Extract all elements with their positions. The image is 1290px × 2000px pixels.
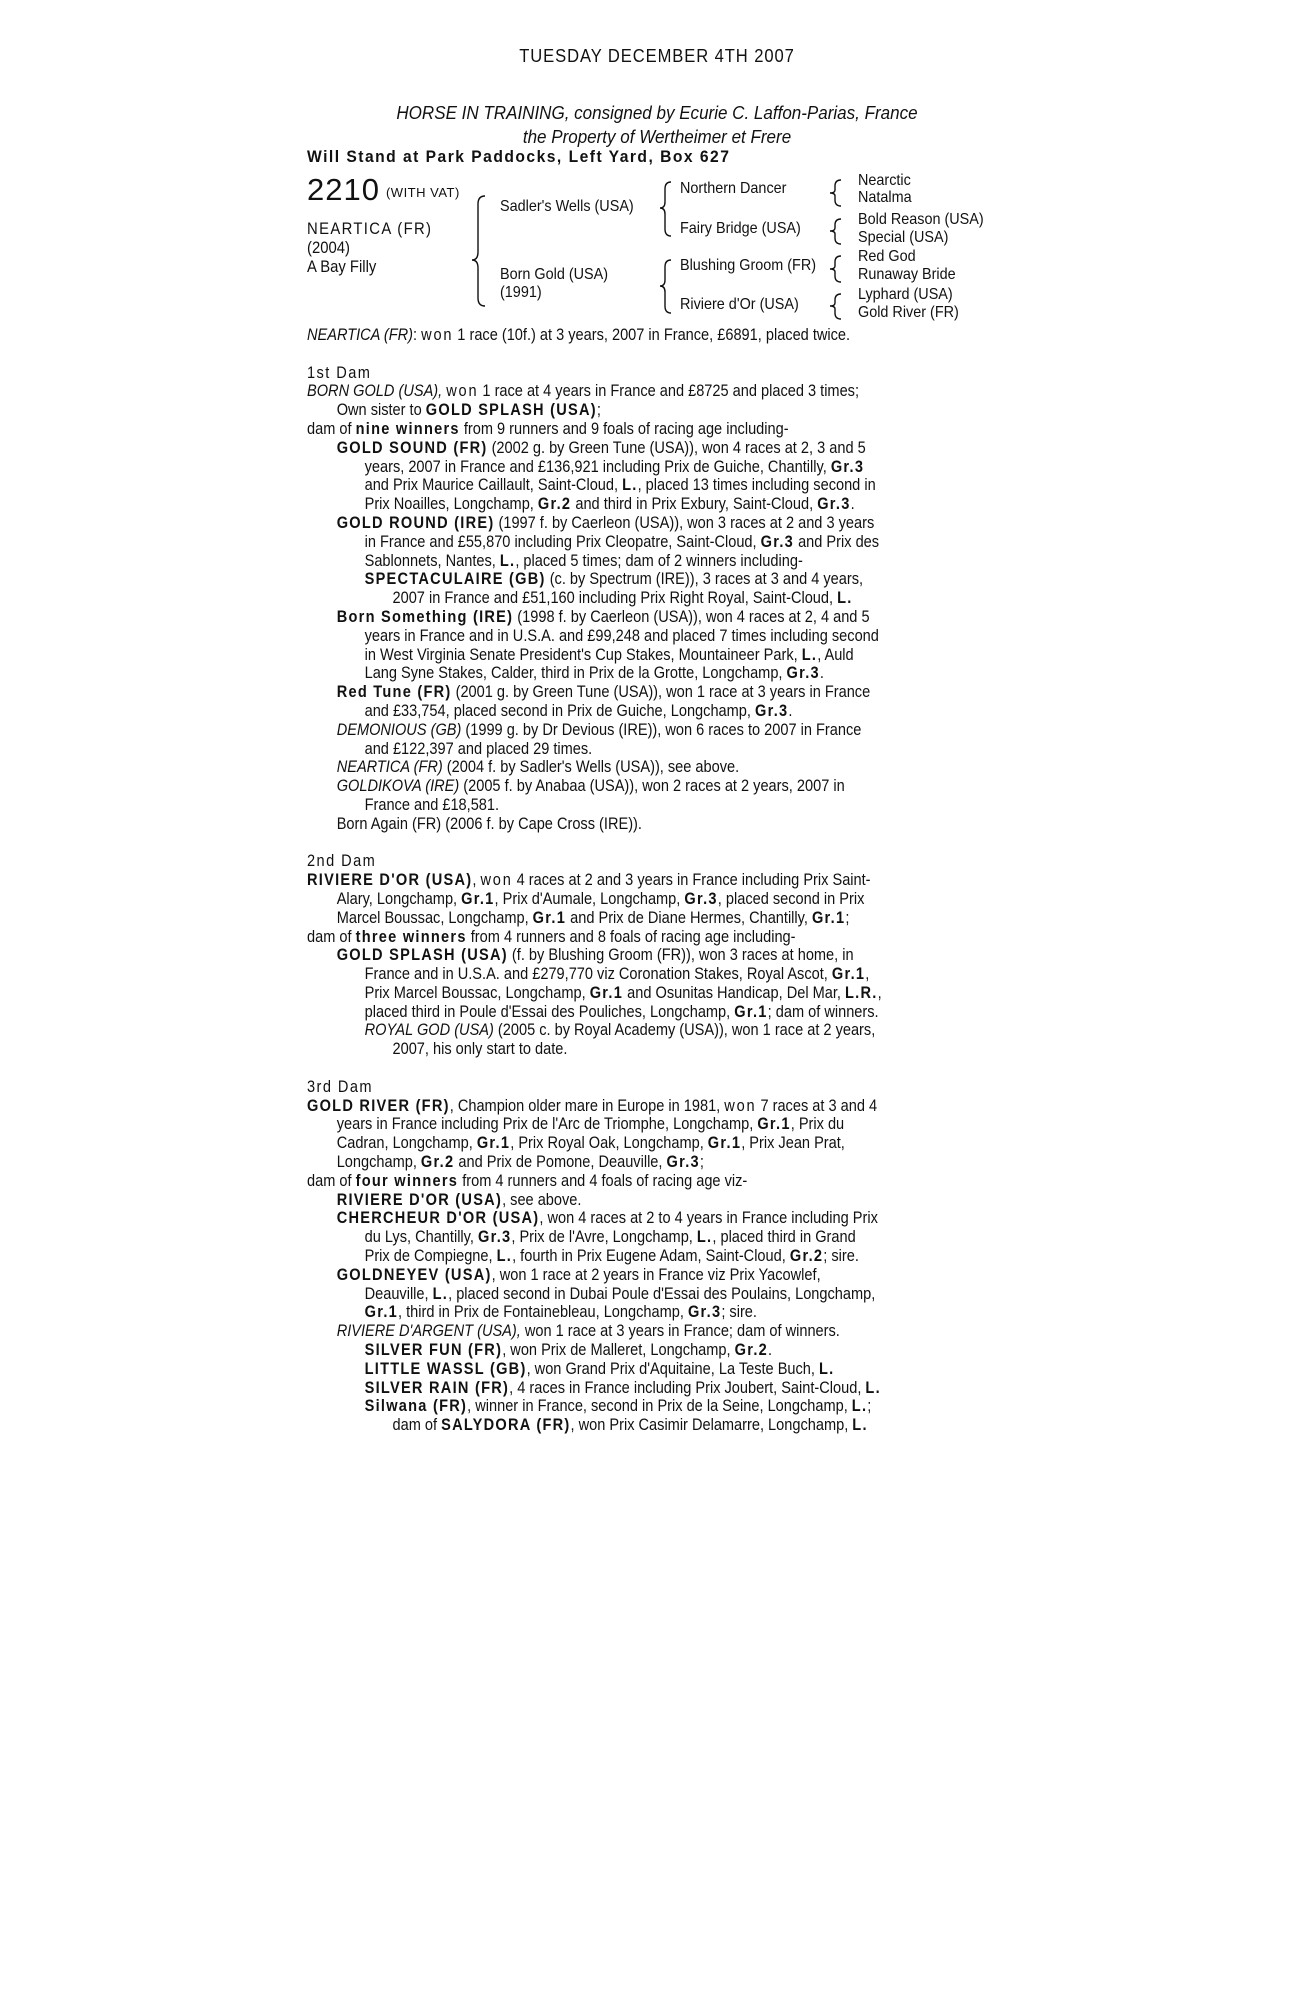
produce-name: CHERCHEUR D'OR (USA) [336, 1209, 540, 1228]
text-run: (2001 g. by Green Tune (USA)), won 1 race at 3 years in France [451, 683, 871, 702]
produce-royal-god [307, 1021, 919, 1040]
text-run: (2004 f. by Sadler's Wells (USA)), see above. [442, 758, 740, 777]
grade: Gr.1 [476, 1134, 511, 1153]
grade: Gr.1 [811, 908, 846, 927]
pedigree-sd: Fairy Bridge (USA) [680, 220, 801, 237]
produce-name: ROYAL GOD (USA) [364, 1021, 494, 1040]
produce-name: GOLDNEYEV (USA) [336, 1265, 492, 1284]
grade: Gr.1 [707, 1134, 742, 1153]
text-run: and Prix de Pomone, Deauville, [454, 1153, 667, 1172]
produce-line [307, 1228, 919, 1247]
text-run: (2005 c. by Royal Academy (USA)), won 1 race at 2 years, [493, 1021, 876, 1040]
text-run: , [472, 871, 481, 890]
third-dam-produce-intro [307, 1172, 919, 1191]
summary-text: 1 race (10f.) at 3 years, 2007 in France, £6891, placed twice. [453, 326, 851, 344]
text-run: 2007, his only start to date. [392, 1040, 568, 1059]
produce-name: NEARTICA (FR) [336, 758, 443, 777]
pedigree-sss: Nearctic [858, 172, 911, 189]
text-run: , [865, 965, 870, 984]
grade: Gr.3 [684, 889, 718, 908]
text-run: years, 2007 in France and £136,921 including Prix de Guiche, Chantilly, [364, 457, 831, 476]
text-run: Own sister to [336, 401, 426, 420]
text-run: dam of [307, 419, 356, 438]
text-run: , Prix d'Aumale, Longchamp, [494, 889, 685, 908]
text-run: Prix Noailles, Longchamp, [364, 495, 538, 514]
text-run: , fourth in Prix Eugene Adam, Saint-Cloud, [512, 1247, 790, 1266]
text-run: , placed third in Grand [712, 1228, 856, 1247]
produce-line [307, 533, 919, 552]
grade: L.R. [845, 983, 878, 1002]
text-run: Cadran, Longchamp, [336, 1134, 477, 1153]
grade: Gr.1 [831, 965, 866, 984]
bracket-sd [830, 219, 841, 244]
second-dam-line [307, 871, 919, 890]
pedigree-dss: Red God [858, 248, 916, 265]
produce-line [307, 646, 919, 665]
text-run: from 4 runners and 4 foals of racing age viz- [458, 1171, 748, 1190]
produce-name: RIVIERE D'OR (USA) [336, 1190, 503, 1209]
text-run: (c. by Spectrum (IRE)), 3 races at 3 and 4 years, [545, 570, 864, 589]
text-run: . [768, 1341, 773, 1360]
third-dam-record [307, 1134, 919, 1153]
produce-name: DEMONIOUS (GB) [336, 720, 462, 739]
produce-line [307, 589, 919, 608]
pedigree-ddd: Gold River (FR) [858, 304, 959, 321]
text-run: , Prix Jean Prat, [741, 1134, 845, 1153]
text-run: (1999 g. by Dr Devious (IRE)), won 6 races to 2007 in France [461, 720, 862, 739]
bracket-main [472, 196, 485, 306]
text-run: from 4 runners and 8 foals of racing age including- [466, 927, 796, 946]
pedigree-dds: Lyphard (USA) [858, 286, 953, 303]
grade: Gr.2 [734, 1341, 769, 1360]
text-run: dam of [392, 1416, 442, 1435]
produce-line [307, 458, 919, 477]
text-run: (f. by Blushing Groom (FR)), won 3 races at home, in [507, 946, 854, 965]
first-dam-won: won [446, 382, 479, 401]
produce-name: Born Something (IRE) [336, 607, 514, 626]
second-dam-won: won [480, 871, 513, 890]
text-run: ; [699, 1153, 704, 1172]
consignor-line: HORSE IN TRAINING, consigned by Ecurie C. Laffon-Parias, France [396, 102, 918, 123]
grade: Gr.3 [830, 457, 865, 476]
text-run: dam of [307, 1171, 356, 1190]
produce-gold-sound [307, 439, 919, 458]
text-run: , third in Prix de Fontainebleau, Longchamp, [397, 1303, 688, 1322]
text-run: Longchamp, [336, 1153, 421, 1172]
second-dam-produce-intro [307, 928, 919, 947]
produce-spectaculaire [307, 570, 919, 589]
text-run: ; [845, 908, 850, 927]
bracket-dam [660, 260, 671, 313]
grade: Gr.1 [364, 1303, 398, 1322]
vat-note: (WITH VAT) [385, 185, 460, 200]
grade: Gr.1 [734, 1002, 768, 1021]
text-run: . [819, 664, 824, 683]
winners-count: nine winners [355, 419, 460, 438]
third-dam-won: won [724, 1096, 757, 1115]
produce-chercheur-dor [307, 1209, 919, 1228]
produce-goldneyev [307, 1266, 919, 1285]
text-run: ; sire. [823, 1247, 859, 1266]
text-run: and Prix Maurice Caillault, Saint-Cloud, [364, 476, 623, 495]
produce-demonious [307, 721, 919, 740]
text-run: (2002 g. by Green Tune (USA)), won 4 races at 2, 3 and 5 [487, 438, 866, 457]
text-run: , see above. [502, 1190, 582, 1209]
lot-number-value: 2210 [307, 172, 380, 207]
text-run: 2007 in France and £51,160 including Prix Right Royal, Saint-Cloud, [392, 589, 838, 608]
text-run: (1997 f. by Caerleon (USA)), won 3 races at 2 and 3 years [494, 513, 875, 532]
produce-line [307, 796, 919, 815]
text-run: and Prix des [794, 532, 880, 551]
produce-gold-splash [307, 946, 919, 965]
produce-line [307, 664, 919, 683]
grade: L. [865, 1378, 881, 1397]
grade: Gr.1 [532, 908, 567, 927]
produce-line [307, 552, 919, 571]
grade: L. [622, 476, 638, 495]
text-run: years in France including Prix de l'Arc de Triomphe, Longchamp, [336, 1115, 758, 1134]
produce-silwana [307, 1397, 919, 1416]
sale-date: TUESDAY DECEMBER 4TH 2007 [519, 46, 795, 66]
summary-won: won [421, 326, 454, 344]
grade: L. [499, 551, 516, 570]
grade: L. [851, 1397, 868, 1416]
text-run: , Champion older mare in Europe in 1981, [449, 1096, 725, 1115]
second-dam-record [307, 890, 919, 909]
produce-name: SPECTACULAIRE (GB) [364, 570, 546, 589]
horse-year: (2004) [307, 239, 350, 257]
produce-riviere-dor [307, 1191, 919, 1210]
produce-line [307, 1285, 919, 1304]
produce-line [307, 1247, 919, 1266]
text-run: years in France and in U.S.A. and £99,248 and placed 7 times including second [364, 626, 879, 645]
pedigree-dam [500, 266, 608, 302]
text-run: Prix Marcel Boussac, Longchamp, [364, 983, 590, 1002]
text-run: , won Grand Prix d'Aquitaine, La Teste Buch, [526, 1359, 820, 1378]
bracket-ss [830, 180, 841, 206]
pedigree-ss: Northern Dancer [680, 180, 787, 197]
bracket-dd [830, 294, 841, 319]
grade: L. [819, 1359, 835, 1378]
produce-line [307, 495, 919, 514]
text-run: ; sire. [721, 1303, 757, 1322]
text-run: Lang Syne Stakes, Calder, third in Prix de la Grotte, Longchamp, [364, 664, 787, 683]
text-run: , placed second in Prix [717, 889, 865, 908]
grade: L. [496, 1247, 513, 1266]
winners-count: three winners [355, 927, 467, 946]
first-dam-sister [307, 401, 919, 420]
produce-name: LITTLE WASSL (GB) [364, 1359, 527, 1378]
sister-name: GOLD SPLASH (USA) [425, 401, 597, 420]
text-run: Sablonnets, Nantes, [364, 551, 500, 570]
text-run: Prix de Compiegne, [364, 1247, 497, 1266]
text-run: in France and £55,870 including Prix Cleopatre, Saint-Cloud, [364, 532, 761, 551]
produce-gold-round [307, 514, 919, 533]
produce-born-again: Born Again (FR) (2006 f. by Cape Cross (IRE)). [336, 814, 642, 833]
grade: Gr.3 [687, 1303, 722, 1322]
second-dam-record [307, 909, 919, 928]
grade: Gr.1 [461, 889, 495, 908]
pedigree-ds: Blushing Groom (FR) [680, 257, 817, 274]
text-run: , placed 13 times including second in [637, 476, 876, 495]
first-dam-name: BORN GOLD (USA), [307, 382, 443, 401]
pedigree-dsd: Runaway Bride [858, 266, 956, 283]
grade: L. [696, 1228, 713, 1247]
produce-salydora [307, 1416, 919, 1435]
text-run: 4 races at 2 and 3 years in France including Prix Saint- [512, 871, 871, 890]
grade: Gr.3 [817, 495, 851, 514]
text-run: , Prix du [790, 1115, 845, 1134]
grade: L. [801, 645, 818, 664]
first-dam-produce-intro [307, 420, 919, 439]
summary-line: NEARTICA (FR): won 1 race (10f.) at 3 years, 2007 in France, £6891, placed twice. [307, 326, 851, 344]
grade: L. [432, 1284, 449, 1303]
text-run: 7 races at 3 and 4 [756, 1096, 878, 1115]
pedigree-dam-name: Born Gold (USA) [500, 266, 609, 283]
produce-riviere-dargent [307, 1322, 919, 1341]
produce-name: SALYDORA (FR) [441, 1416, 571, 1435]
third-dam-record [307, 1115, 919, 1134]
grade: L. [852, 1416, 868, 1435]
pedigree-sdd: Special (USA) [858, 229, 949, 246]
text-run: France and £18,581. [364, 795, 500, 814]
produce-name: RIVIERE D'ARGENT (USA), [336, 1322, 521, 1341]
produce-line [307, 1303, 919, 1322]
text-run: from 9 runners and 9 foals of racing age including- [459, 419, 789, 438]
winners-count: four winners [355, 1171, 459, 1190]
text-run: , won 1 race at 2 years in France viz Prix Yacowlef, [491, 1265, 821, 1284]
third-dam-name: GOLD RIVER (FR) [307, 1096, 450, 1115]
produce-silver-fun [307, 1341, 919, 1360]
pedigree-dam-year: (1991) [500, 284, 542, 301]
produce-line [307, 1040, 919, 1059]
produce-little-wassl [307, 1360, 919, 1379]
first-dam-record: 1 race at 4 years in France and £8725 and placed 3 times; [478, 382, 860, 401]
third-dam-line [307, 1097, 919, 1116]
text-run: (1998 f. by Caerleon (USA)), won 4 races at 2, 4 and 5 [513, 607, 870, 626]
text-run: and £122,397 and placed 29 times. [364, 739, 593, 758]
produce-line [307, 702, 919, 721]
text-run: , [877, 983, 882, 1002]
text-run: won 1 race at 3 years in France; dam of winners. [520, 1322, 840, 1341]
text-run: . [850, 495, 855, 514]
text-run: ; dam of winners. [767, 1002, 879, 1021]
grade: L. [837, 589, 853, 608]
text-run: and £33,754, placed second in Prix de Guiche, Longchamp, [364, 701, 755, 720]
produce-name: Silwana (FR) [364, 1397, 468, 1416]
text-run: Alary, Longchamp, [336, 889, 462, 908]
first-dam-heading: 1st Dam [307, 363, 372, 382]
text-run: . [788, 701, 793, 720]
grade: Gr.2 [537, 495, 572, 514]
text-run: and third in Prix Exbury, Saint-Cloud, [571, 495, 818, 514]
produce-name: SILVER RAIN (FR) [364, 1378, 510, 1397]
text-run: , 4 races in France including Prix Joubert, Saint-Cloud, [509, 1378, 866, 1397]
text-run: , won Prix de Malleret, Longchamp, [502, 1341, 735, 1360]
text-run: placed third in Poule d'Essai des Pouliches, Longchamp, [364, 1002, 735, 1021]
third-dam-record [307, 1153, 919, 1172]
text-run: , Prix de l'Avre, Longchamp, [511, 1228, 697, 1247]
pedigree-sire: Sadler's Wells (USA) [500, 198, 634, 215]
text-run: ; [596, 401, 601, 420]
bracket-ds [830, 256, 841, 282]
produce-line [307, 740, 919, 759]
text-run: , won Prix Casimir Delamarre, Longchamp, [570, 1416, 853, 1435]
grade: Gr.3 [786, 664, 820, 683]
pedigree-ssd: Natalma [858, 189, 912, 206]
third-dam-heading: 3rd Dam [307, 1077, 373, 1096]
text-run: ; [867, 1397, 872, 1416]
text-run: , placed 5 times; dam of 2 winners including- [515, 551, 803, 570]
stand-location: Will Stand at Park Paddocks, Left Yard, Box 627 [307, 147, 731, 166]
produce-line [307, 627, 919, 646]
produce-name: GOLD SPLASH (USA) [336, 946, 508, 965]
produce-silver-rain [307, 1379, 919, 1398]
produce-red-tune [307, 683, 919, 702]
text-run: , Prix Royal Oak, Longchamp, [510, 1134, 708, 1153]
summary-horse-name: NEARTICA (FR) [307, 326, 414, 344]
second-dam-name: RIVIERE D'OR (USA) [307, 871, 473, 890]
second-dam-heading: 2nd Dam [307, 852, 377, 871]
pedigree-dd: Riviere d'Or (USA) [680, 296, 799, 313]
grade: Gr.3 [754, 701, 789, 720]
text-run: Marcel Boussac, Longchamp, [336, 908, 533, 927]
text-run: du Lys, Chantilly, [364, 1228, 478, 1247]
text-run: dam of [307, 927, 356, 946]
text-run: , Auld [817, 645, 854, 664]
grade: Gr.3 [760, 532, 795, 551]
grade: Gr.3 [666, 1153, 700, 1172]
produce-line [307, 1003, 919, 1022]
produce-name: GOLD SOUND (FR) [336, 438, 488, 457]
produce-goldikova [307, 777, 919, 796]
produce-line [307, 476, 919, 495]
produce-name: Red Tune (FR) [336, 683, 452, 702]
grade: Gr.2 [789, 1247, 824, 1266]
text-run: and Osunitas Handicap, Del Mar, [623, 983, 846, 1002]
text-run: , winner in France, second in Prix de la Seine, Longchamp, [467, 1397, 852, 1416]
produce-name: SILVER FUN (FR) [364, 1341, 503, 1360]
text-run: Deauville, [364, 1284, 433, 1303]
text-run: , won 4 races at 2 to 4 years in France including Prix [539, 1209, 878, 1228]
produce-line [307, 965, 919, 984]
text-run: , placed second in Dubai Poule d'Essai des Poulains, Longchamp, [448, 1284, 876, 1303]
horse-description: A Bay Filly [307, 258, 377, 276]
text-run: (2005 f. by Anabaa (USA)), won 2 races at 2 years, 2007 in [459, 777, 845, 796]
produce-name: GOLD ROUND (IRE) [336, 513, 495, 532]
produce-born-something [307, 608, 919, 627]
pedigree-sds: Bold Reason (USA) [858, 211, 984, 228]
horse-name: NEARTICA (FR) [307, 220, 433, 238]
produce-neartica [307, 758, 919, 777]
property-line: the Property of Wertheimer et Frere [522, 126, 792, 147]
text-run: in West Virginia Senate President's Cup Stakes, Mountaineer Park, [364, 645, 802, 664]
produce-line [307, 984, 919, 1003]
first-dam-line [307, 382, 919, 401]
grade: Gr.2 [420, 1153, 455, 1172]
text-run: and Prix de Diane Hermes, Chantilly, [566, 908, 812, 927]
pedigree-text [307, 326, 919, 1435]
grade: Gr.3 [477, 1228, 512, 1247]
grade: Gr.1 [757, 1115, 791, 1134]
grade: Gr.1 [589, 983, 624, 1002]
produce-name: GOLDIKOVA (IRE) [336, 777, 460, 796]
text-run: France and in U.S.A. and £279,770 viz Coronation Stakes, Royal Ascot, [364, 965, 832, 984]
bracket-sire [660, 182, 671, 236]
